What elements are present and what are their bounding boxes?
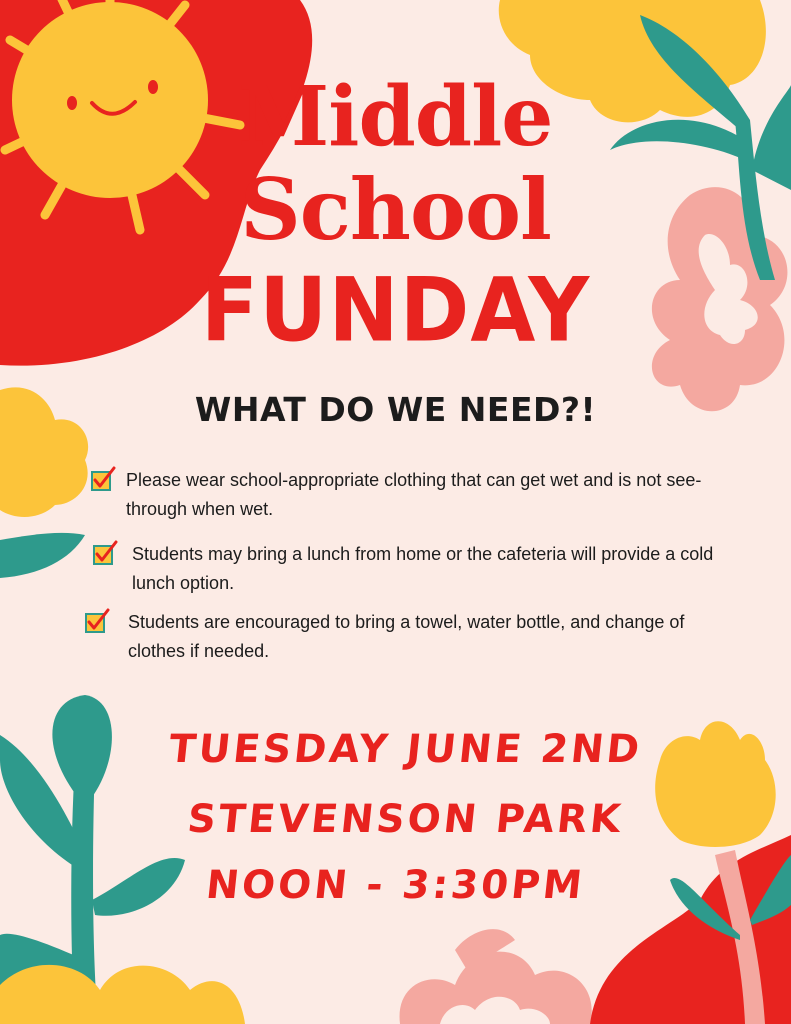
checklist-item-text: Students are encouraged to bring a towel, water bottle, and change of clothes if needed. bbox=[128, 612, 685, 661]
event-date: TUESDAY JUNE 2ND bbox=[166, 727, 645, 772]
section-heading: WHAT DO WE NEED?! bbox=[194, 390, 597, 429]
title-line-2: School bbox=[240, 160, 551, 259]
checklist-item-text: Please wear school-appropriate clothing that can get wet and is not see-through when wet. bbox=[126, 470, 702, 519]
event-location: STEVENSON PARK bbox=[185, 797, 626, 842]
event-time: NOON - 3:30PM bbox=[203, 863, 588, 908]
checklist-item-text: Students may bring a lunch from home or the cafeteria will provide a cold lunch option. bbox=[132, 544, 714, 593]
title-line-1: Middle bbox=[238, 69, 553, 165]
title-line-3: FUNDAY bbox=[200, 258, 591, 362]
yellow-blob-bottom-left bbox=[0, 965, 245, 1024]
checkmark-box-icon bbox=[92, 540, 118, 566]
pink-squiggle-bottom bbox=[400, 952, 592, 1024]
checkmark-box-icon bbox=[90, 466, 116, 492]
checkmark-box-icon bbox=[84, 608, 110, 634]
